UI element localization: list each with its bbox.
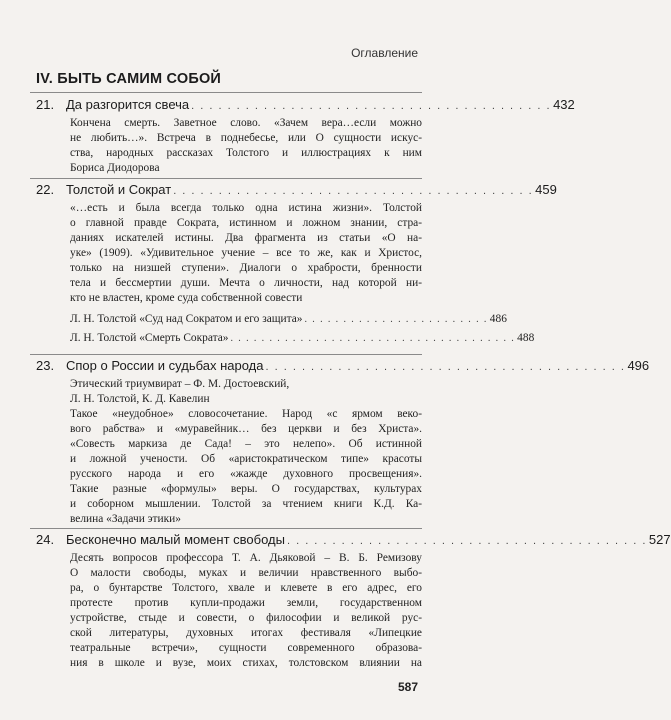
desc-line: театральные встречи», сущности современного образова- bbox=[70, 642, 422, 654]
leader-dots: . . . . . . . . . . . . . . . . . . . . . . . . . . . . . . . . . . . . . . . . bbox=[286, 535, 647, 547]
desc-line: Такие разные «формулы» веры. О государствах, культурах bbox=[70, 483, 422, 495]
desc-line: уке» (1909). «Удивительное учение – все то же, как и Христос, bbox=[70, 247, 422, 259]
desc-line: ния в школе и вузе, моих стихах, толстовском влиянии на bbox=[70, 657, 422, 669]
desc-line: Этический триумвират – Ф. М. Достоевский, bbox=[70, 378, 290, 390]
desc-line: Бориса Диодорова bbox=[70, 162, 160, 174]
desc-line: и соборном мышлении. Толстой за чтением книги К.Д. Ка- bbox=[70, 498, 422, 510]
running-head: Оглавление bbox=[351, 46, 418, 60]
leader-dots: . . . . . . . . . . . . . . . . . . . . . . . . . . . . . . . . . . . . . . . . bbox=[265, 361, 626, 373]
toc-entry-23[interactable] bbox=[36, 358, 650, 527]
entry-heading bbox=[36, 358, 650, 377]
leader-dots: . . . . . . . . . . . . . . . . . . . . . . . . bbox=[304, 314, 488, 325]
leader-dots: . . . . . . . . . . . . . . . . . . . . . . . . . . . . . . . . . . . . . . . . bbox=[191, 100, 552, 112]
entry-number: 23. bbox=[36, 358, 55, 373]
desc-line: устройстве, стыде и совести, о философии и великой рус- bbox=[70, 612, 422, 624]
sub-entry[interactable] bbox=[70, 312, 507, 327]
entry-description bbox=[70, 116, 422, 176]
section-title: IV. БЫТЬ САМИМ СОБОЙ bbox=[36, 71, 222, 87]
entry-number: 24. bbox=[36, 532, 55, 547]
page-number: 587 bbox=[397, 680, 418, 694]
desc-line: Такое «неудобное» словосочетание. Народ «с ярмом веко- bbox=[70, 408, 422, 420]
entry-heading bbox=[36, 182, 557, 201]
desc-line: велина «Задачи этики» bbox=[70, 513, 181, 525]
desc-line: «…есть и была всегда только одна истина жизни». Толстой bbox=[70, 202, 422, 214]
desc-line: ской литературы, духовных итогах фестиваля «Липецкие bbox=[70, 627, 422, 639]
toc-entry-22[interactable] bbox=[36, 182, 557, 346]
desc-line: О малости свободы, муках и величии нравственного выбо- bbox=[70, 567, 422, 579]
desc-line: протесте против купли-продажи земли, государственном bbox=[70, 597, 422, 609]
desc-line: и ложной учености. Об «аристократическом типе» красоты bbox=[70, 453, 422, 465]
sub-entry[interactable] bbox=[70, 331, 535, 346]
desc-line: ра, о бунтарстве Толстого, хвале и клевете в его адрес, его bbox=[70, 582, 422, 594]
sub-entry-page: 488 bbox=[517, 332, 535, 344]
leader-dots: . . . . . . . . . . . . . . . . . . . . . . . . . . . . . . . . . . . . . . . . bbox=[173, 185, 534, 197]
desc-line: о главной правде Сократа, истинном и ложном знании, стра- bbox=[70, 217, 422, 229]
desc-line: тела и бессмертии души. Мечта о личности, над которой ни- bbox=[70, 277, 422, 289]
separator-line bbox=[30, 178, 422, 179]
entry-title: Да разгорится свеча bbox=[66, 97, 190, 112]
desc-line: ства, народных рассказах Толстого и иллюстрациях к ним bbox=[70, 147, 422, 159]
desc-line: кто не властен, кроме суда собственной совести bbox=[70, 292, 303, 304]
desc-line: не любить…». Встреча в поднебесье, или О сущности искус- bbox=[70, 132, 422, 144]
toc-entry-24[interactable] bbox=[36, 532, 671, 671]
desc-line: «Совесть маркиза де Сада! – это нелепо». Об истинной bbox=[70, 438, 422, 450]
desc-line: Л. Н. Толстой, К. Д. Кавелин bbox=[70, 393, 210, 405]
entry-heading bbox=[36, 532, 671, 551]
entry-page: 432 bbox=[553, 97, 575, 112]
toc-entry-21[interactable] bbox=[36, 97, 575, 176]
entry-description bbox=[70, 201, 422, 306]
separator-line bbox=[30, 528, 422, 529]
entry-title: Бесконечно малый момент свободы bbox=[66, 532, 285, 547]
entry-title: Спор о России и судьбах народа bbox=[66, 358, 264, 373]
entry-description bbox=[70, 551, 422, 671]
entry-page: 527 bbox=[648, 532, 671, 547]
entry-title: Толстой и Сократ bbox=[66, 182, 172, 197]
sub-entry-page: 486 bbox=[489, 313, 507, 325]
leader-dots: . . . . . . . . . . . . . . . . . . . . . . . . . . . . . . . . . . . . . bbox=[230, 333, 516, 344]
separator-line bbox=[30, 92, 422, 93]
desc-line: вого рабства» и «муравейник… без церкви и без Христа». bbox=[70, 423, 422, 435]
sub-entry-title: Л. Н. Толстой «Суд над Сократом и его защита» bbox=[70, 313, 303, 325]
entry-page: 496 bbox=[627, 358, 650, 373]
sub-entry-title: Л. Н. Толстой «Смерть Сократа» bbox=[70, 332, 229, 344]
desc-line: только на низшей ступени». Диалоги о храбрости, бренности bbox=[70, 262, 422, 274]
desc-line: Кончена смерть. Заветное слово. «Зачем вера…если можно bbox=[70, 117, 422, 129]
separator-line bbox=[30, 354, 422, 355]
desc-line: даниях искателей истины. Два фрагмента из статьи «О на- bbox=[70, 232, 422, 244]
entry-description bbox=[70, 377, 422, 527]
desc-line: русского народа и его «жажде духовного просвещения». bbox=[70, 468, 422, 480]
entry-number: 21. bbox=[36, 97, 55, 112]
desc-line: Десять вопросов профессора Т. А. Дьяковой – В. Б. Ремизову bbox=[70, 552, 422, 564]
entry-heading bbox=[36, 97, 575, 116]
entry-page: 459 bbox=[535, 182, 557, 197]
entry-number: 22. bbox=[36, 182, 55, 197]
